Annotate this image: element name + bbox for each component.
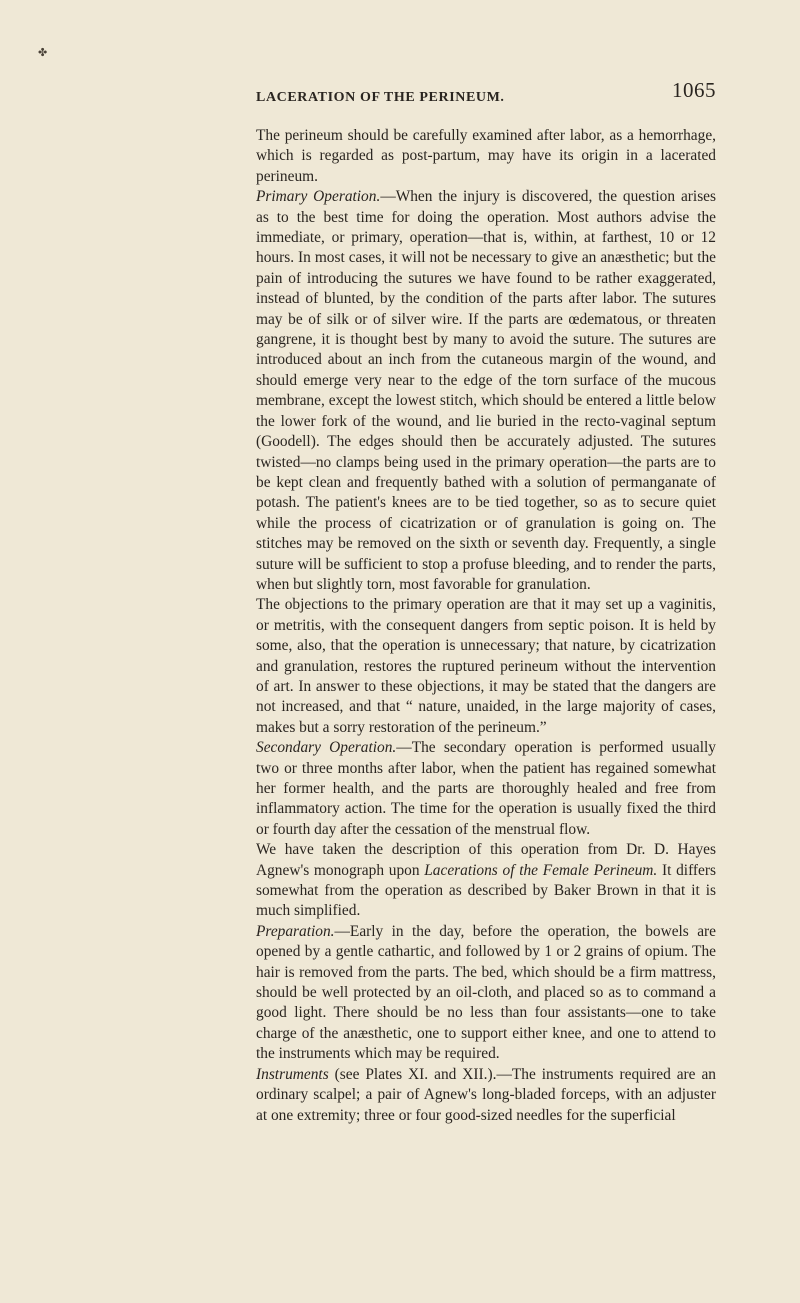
paragraph-primary-operation xyxy=(256,187,716,595)
page-number: 1065 xyxy=(672,78,716,102)
paragraph-text: The objections to the primary operation are that it may set up a vaginitis, or metritis, with the consequent dangers from septic poison. It is held by some, also, that the operation is unnecessary; that nature, by cicatrization and granulation, restores the ruptured perineum without the intervention of art. In answer to these objections, it may be stated that the dangers are not increased, and that “ nature, unaided, in the large majority of cases, makes but a sorry restoration of the perineum.” xyxy=(256,596,716,736)
paragraph-preparation xyxy=(256,922,716,1065)
paragraph-instruments xyxy=(256,1065,716,1126)
section-heading-preparation: Preparation. xyxy=(256,922,335,940)
paragraph-text: —Early in the day, before the operation, the bowels are opened by a gentle cathartic, and followed by 1 or 2 grains of opium. The hair is removed from the parts. The bed, which should be a firm mattress, should be well protected by an oil-cloth, and placed so as to command a good light. There should be no less than four assistants—one to take charge of the anæsthetic, one to support either knee, and one to attend to the instruments which may be required. xyxy=(256,922,716,1063)
paragraph-objections xyxy=(256,595,716,738)
section-heading-instruments: Instruments xyxy=(256,1065,329,1083)
paragraph-text: —When the injury is discovered, the question arises as to the best time for doing the operation. Most authors advise the immediate, or primary, operation—that is, within, at farthest, 10 or 12 hours. In most cases, it will not be necessary to give an anæsthetic; but the pain of introducing the sutures we have found to be rather exaggerated, instead of blunted, by the condition of the parts after labor. The sutures may be of silk or of silver wire. If the parts are œdematous, or threaten gangrene, it is thought best by many to avoid the suture. The sutures are introduced about an inch from the cutaneous margin of the wound, and should emerge very near to the edge of the torn surface of the mucous membrane, except the lowest stitch, which should be entered a little below the lower fork of the wound, and lie buried in the recto-vaginal septum (Goodell). The edges should then be accurately adjusted. The sutures twisted—no clamps being used in the primary operation—the parts are to be kept clean and frequently bathed with a solution of permanganate of potash. The patient's knees are to be tied together, so as to secure quiet while the process of cicatrization or of granulation is going on. The stitches may be removed on the sixth or seventh day. Frequently, a single suture will be sufficient to stop a profuse bleeding, and to render the parts, when but slightly torn, most favorable for granulation. xyxy=(256,188,717,593)
paragraph-text: We have taken the description of this operation from Dr. D. Hayes Agnew's monograph upon xyxy=(256,841,716,879)
paragraph-postpartum xyxy=(256,126,716,187)
section-heading-primary: Primary Operation. xyxy=(256,188,381,206)
corner-mark: ✤ xyxy=(38,47,48,59)
paragraph-text: The perineum should be carefully examined after labor, as a hemorrhage, which is regarded as post-partum, may have its origin in a lacerated perineum. xyxy=(256,127,716,185)
paragraph-text: —The secondary operation is performed usually two or three months after labor, when the patient has regained somewhat her former health, and the parts are thoroughly healed and free from inflammatory action. The time for the operation is usually fixed the third or fourth day after the cessation of the menstrual flow. xyxy=(256,739,716,838)
body-text xyxy=(256,126,716,1126)
running-head: LACERATION OF THE PERINEUM. xyxy=(256,90,505,105)
page-header xyxy=(256,78,716,108)
paragraph-secondary-operation xyxy=(256,738,716,840)
paragraph-agnew xyxy=(256,840,716,922)
paragraph-text: It differs somewhat from the operation as described by Baker Brown in that it is much simplified. xyxy=(256,861,716,920)
monograph-title: Lacerations of the Female Perineum. xyxy=(424,861,658,879)
section-heading-secondary: Secondary Operation. xyxy=(256,739,397,757)
paragraph-text: (see Plates XI. and XII.).—The instruments required are an ordinary scalpel; a pair of Agnew's long-bladed forceps, with an adjuster at one extremity; three or four good-sized needles for the superficial xyxy=(256,1065,716,1124)
